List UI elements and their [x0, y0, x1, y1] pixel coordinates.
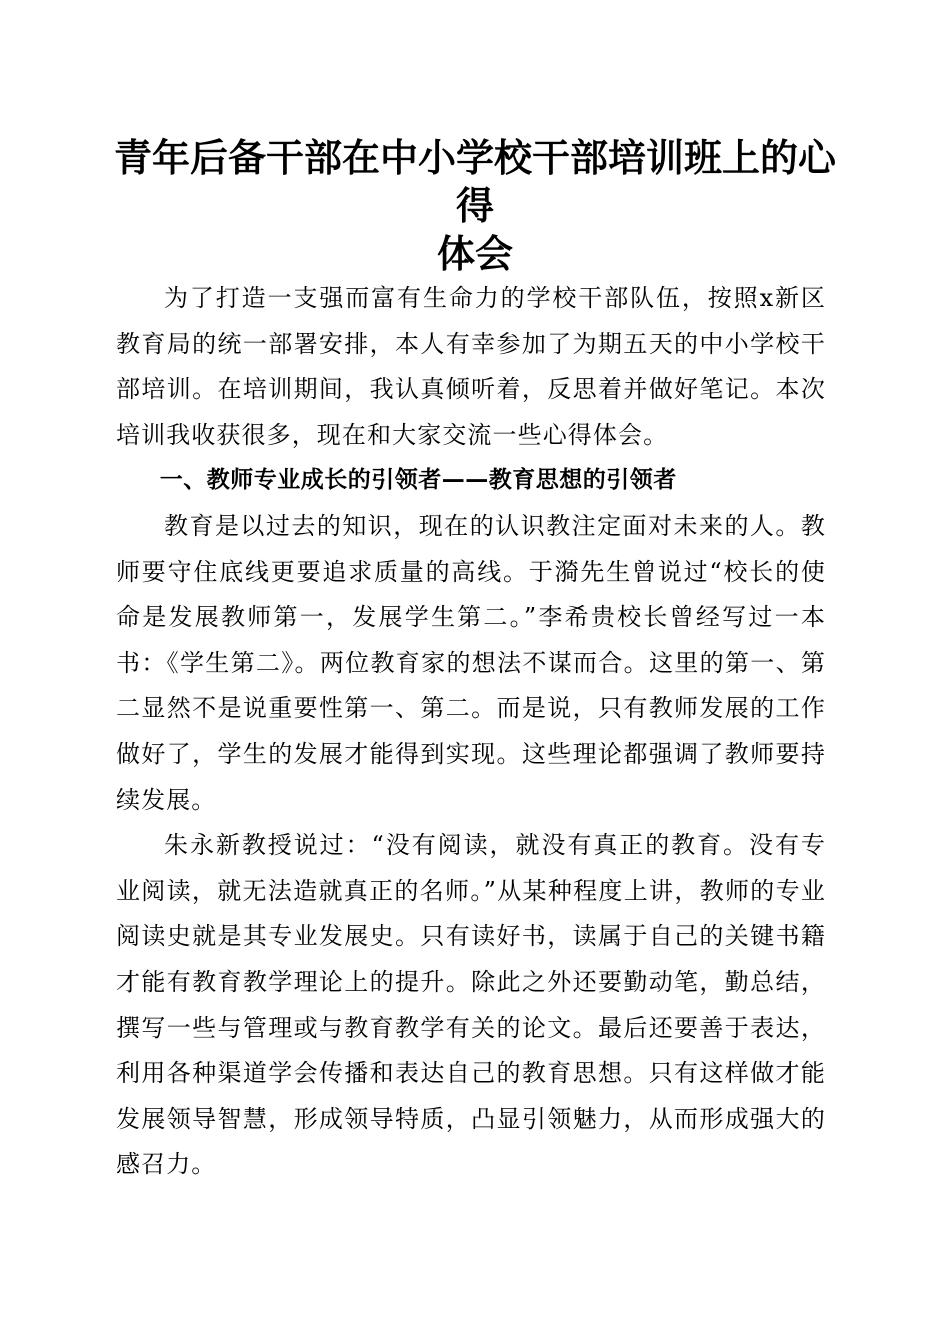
title-line-2: 体会: [436, 231, 513, 276]
body-paragraph: 教育是以过去的知识，现在的认识教注定面对未来的人。教师要守住底线更要追求质量的高线。于漪先生曾说过“校长的使命是发展教师第一，发展学生第二。”李希贵校长曾经写过一本书：《学生第二》。两位教育家的想法不谋而合。这里的第一、第二显然不是说重要性第一、第二。而是说，只有教师发展的工作做好了，学生的发展才能得到实现。这些理论都强调了教师要持续发展。: [116, 511, 826, 814]
intro-paragraph: 为了打造一支强而富有生命力的学校干部队伍，按照x新区教育局的统一部署安排，本人有幸参加了为期五天的中小学校干部培训。在培训期间，我认真倾听着，反思着并做好笔记。本次培训我收获很多，现在和大家交流一些心得体会。: [116, 284, 826, 449]
body-paragraph: 朱永新教授说过：“没有阅读，就没有真正的教育。没有专业阅读，就无法造就真正的名师。”从某种程度上讲，教师的专业阅读史就是其专业发展史。只有读好书，读属于自己的关键书籍才能有教育教学理论上的提升。除此之外还要勤动笔，勤总结，撰写一些与管理或与教育教学有关的论文。最后还要善于表达，利用各种渠道学会传播和表达自己的教育思想。只有这样做才能发展领导智慧，形成领导特质，凸显引领魅力，从而形成强大的感召力。: [116, 831, 826, 1179]
title-line-1: 青年后备干部在中小学校干部培训班上的心得: [113, 135, 836, 228]
document-body: [116, 276, 826, 1188]
section-heading: 一、教师专业成长的引领者——教育思想的引领者: [159, 467, 677, 494]
document-title: [100, 134, 850, 278]
